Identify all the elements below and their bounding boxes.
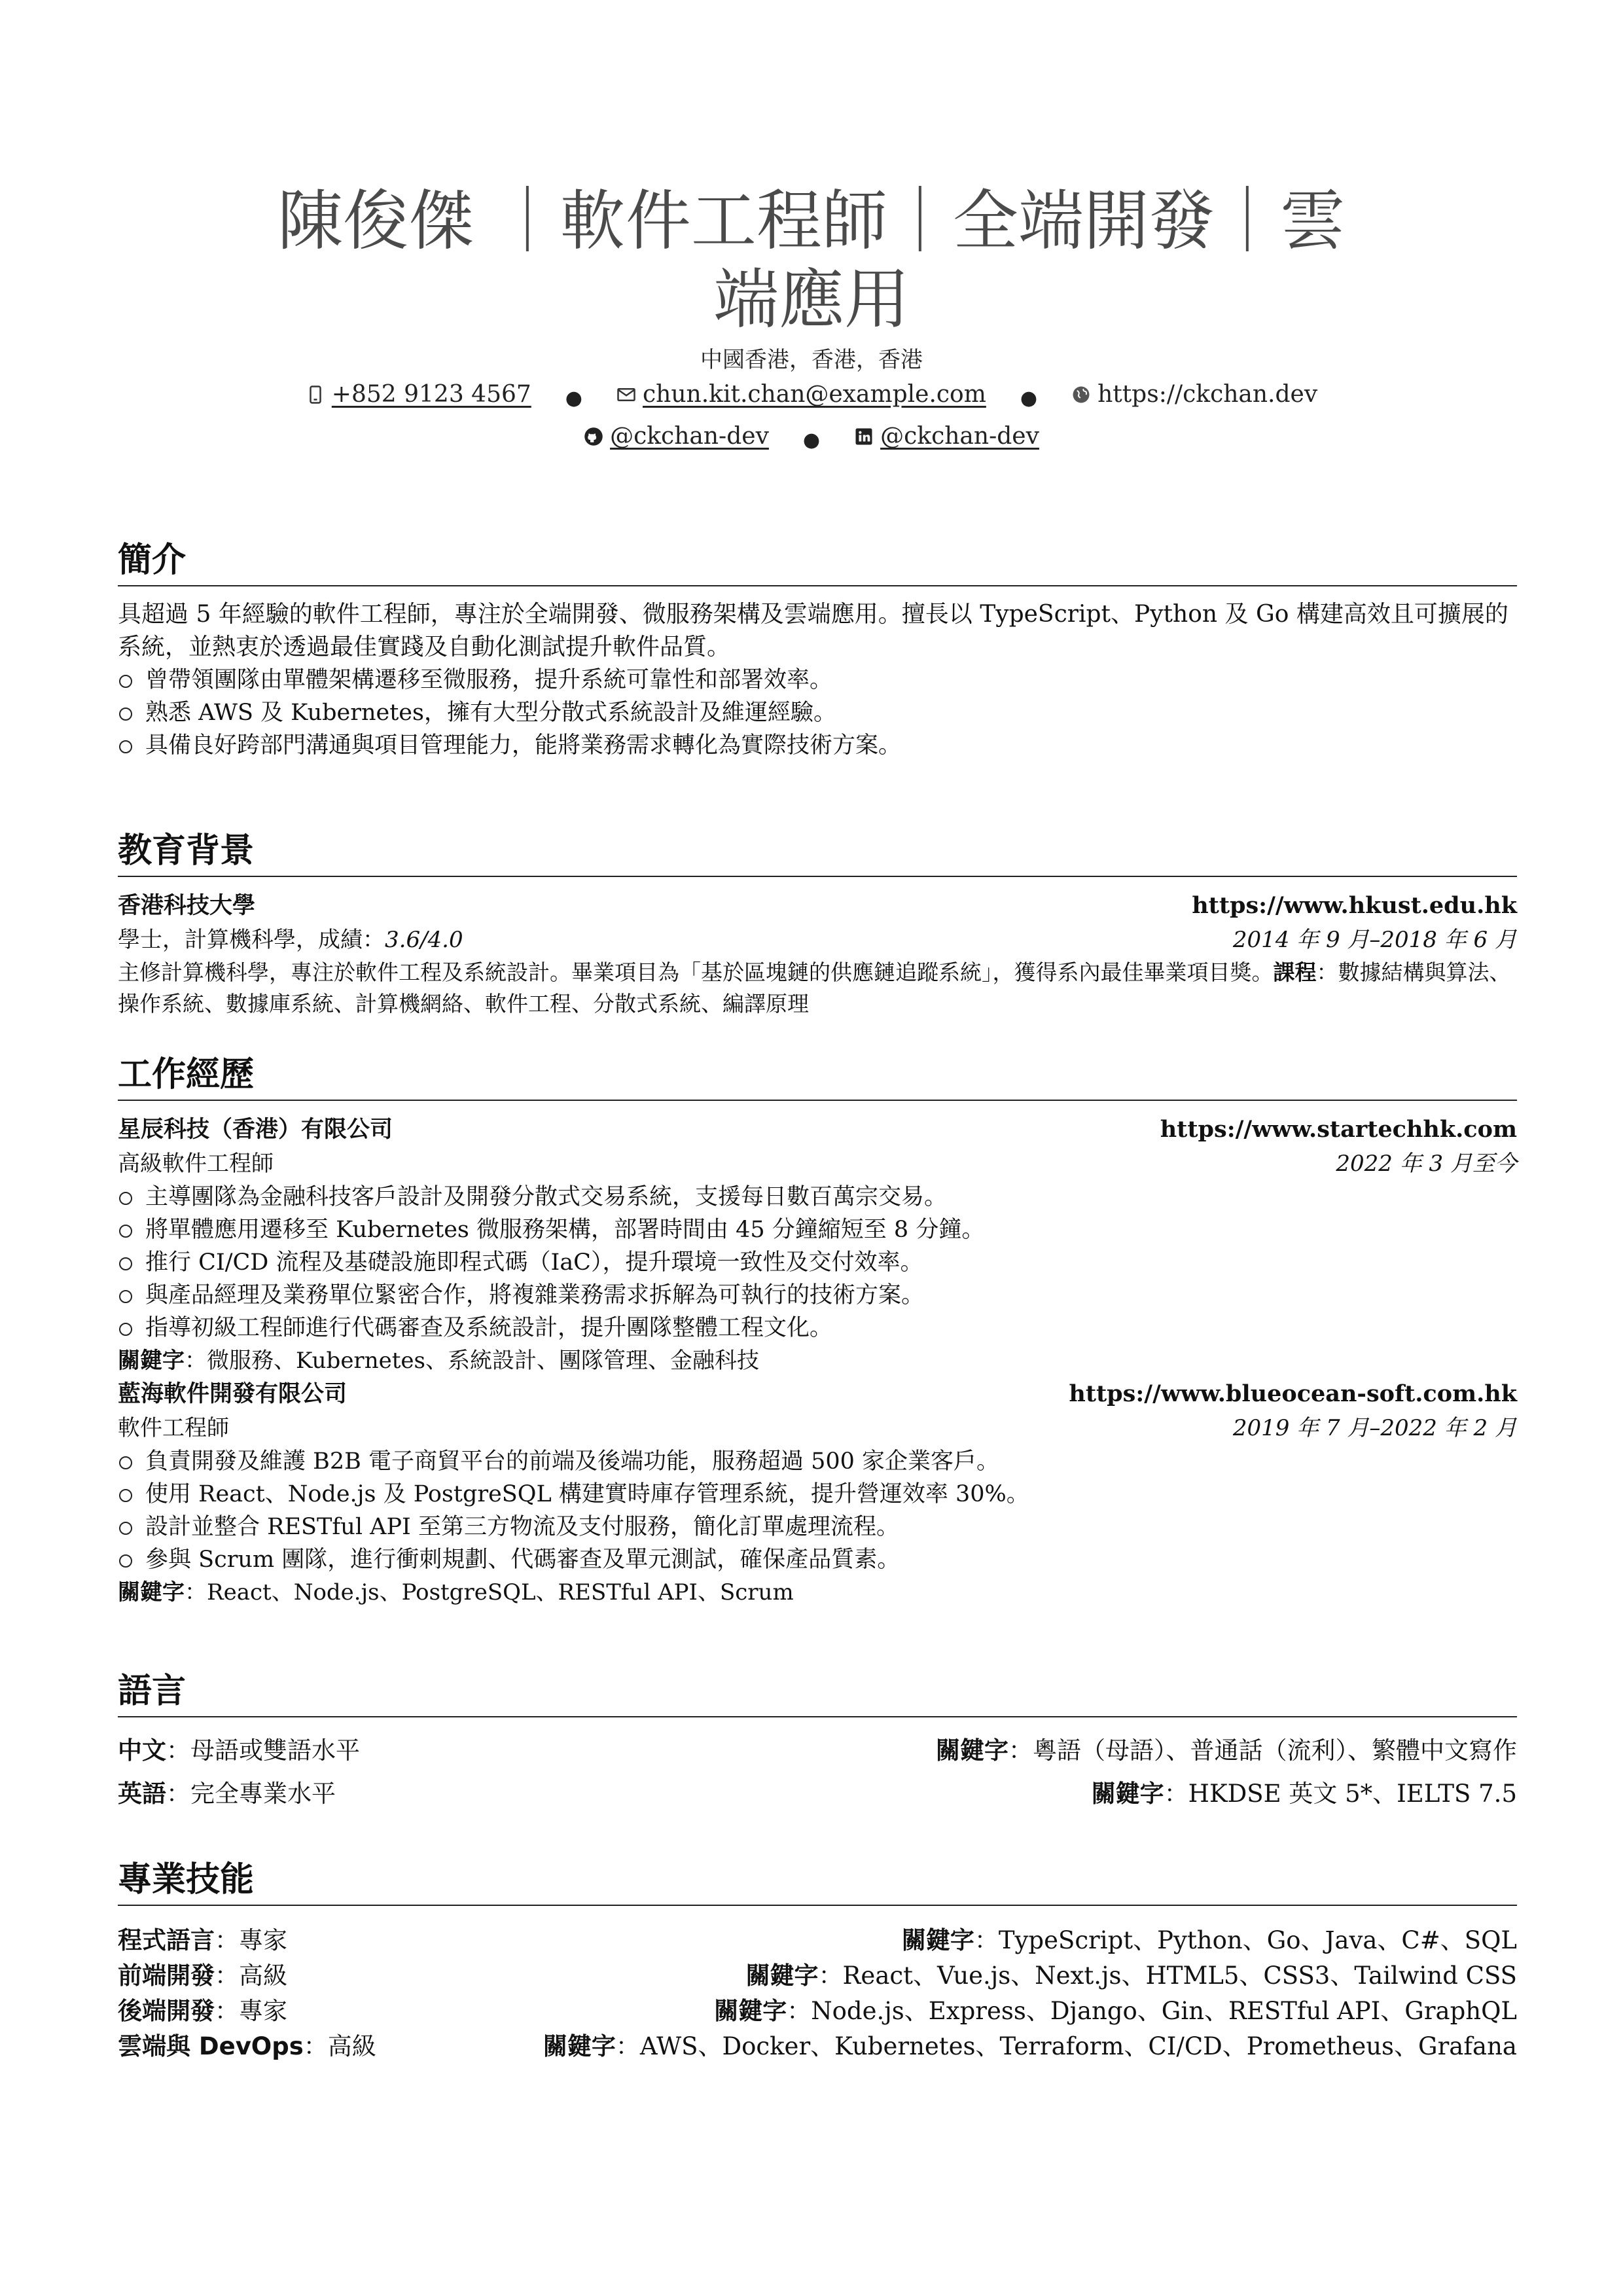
languages-section: [118, 1670, 1517, 1816]
job-bullets: [118, 1445, 1517, 1576]
keywords-label: 關鍵字: [936, 1736, 1008, 1765]
skill-name-level: [118, 1994, 287, 2029]
section-title: 專業技能: [118, 1859, 1517, 1906]
gpa: 3.6/4.0: [385, 927, 463, 953]
education-header-row: [118, 889, 1517, 923]
keywords-label: 關鍵字: [714, 1997, 787, 2025]
keywords-label: 關鍵字: [543, 2032, 616, 2060]
website-link[interactable]: https://ckchan.dev: [1097, 381, 1318, 408]
section-title: 語言: [118, 1670, 1517, 1717]
email-contact[interactable]: [616, 376, 986, 414]
list-item: 主導團隊為金融科技客戶設計及開發分散式交易系統，支援每日數百萬宗交易。: [118, 1181, 1517, 1213]
list-item: 將單體應用遷移至 Kubernetes 微服務架構，部署時間由 45 分鐘縮短至 8 分鐘。: [118, 1213, 1517, 1246]
separator-dot: ●: [565, 387, 582, 410]
skill-row: [118, 1994, 1517, 2029]
degree-text: 學士，計算機科學，成績：: [118, 927, 385, 953]
skill-keywords: [714, 1994, 1517, 2029]
github-contact[interactable]: [584, 418, 769, 456]
phone-contact[interactable]: [306, 376, 531, 414]
courses: ：數據結構與算法、操作系統、數據庫系統、計算機網絡、軟件工程、分散式系統、編譯原理: [118, 960, 1511, 1016]
keywords-text: ：HKDSE 英文 5*、IELTS 7.5: [1164, 1780, 1517, 1808]
courses-label: 課程: [1273, 960, 1317, 985]
summary-text: 具超過 5 年經驗的軟件工程師，專注於全端開發、微服務架構及雲端應用。擅長以 TypeScript、Python 及 Go 構建高效且可擴展的系統，並熱衷於透過最佳實踐及自動化測試提升軟件品質。: [118, 601, 1508, 660]
job-header-row: [118, 1377, 1517, 1411]
keywords-text: ：AWS、Docker、Kubernetes、Terraform、CI/CD、Prometheus、Grafana: [615, 2032, 1517, 2060]
education-degree-row: [118, 923, 1517, 957]
keywords-label: 關鍵字: [118, 1579, 185, 1605]
language-name: 中文: [118, 1736, 166, 1765]
education-description: [118, 957, 1517, 1020]
list-item: 具備良好跨部門溝通與項目管理能力，能將業務需求轉化為實際技術方案。: [118, 729, 1517, 762]
job-role-row: [118, 1147, 1517, 1181]
job-entry: [118, 1377, 1517, 1609]
company-url[interactable]: https://www.startechhk.com: [1160, 1116, 1517, 1143]
skill-name-level: [118, 1958, 287, 1994]
school-name: 香港科技大學: [118, 893, 256, 919]
skill-row: [118, 1923, 1517, 1958]
keywords-text: ：TypeScript、Python、Go、Java、C#、SQL: [974, 1926, 1517, 1954]
keywords-label: 關鍵字: [1091, 1780, 1164, 1808]
keywords-text: ：Node.js、Express、Django、Gin、RESTful API、GraphQL: [787, 1997, 1517, 2025]
language-level: ：母語或雙語水平: [166, 1736, 360, 1765]
job-entry: [118, 1113, 1517, 1377]
skill-level: ：專家: [215, 1997, 287, 2025]
linkedin-contact[interactable]: [854, 418, 1039, 456]
job-role-row: [118, 1411, 1517, 1445]
language-keywords: [1092, 1772, 1517, 1816]
phone-link[interactable]: +852 9123 4567: [331, 381, 531, 408]
skill-name: 後端開發: [118, 1997, 215, 2025]
list-item: 負責開發及維護 B2B 電子商貿平台的前端及後端功能，服務超過 500 家企業客戶。: [118, 1445, 1517, 1478]
job-role: 軟件工程師: [118, 1415, 229, 1441]
skills-section: [118, 1859, 1517, 2064]
separator-dot: ●: [802, 429, 821, 452]
job-date: 2019 年 7 月–2022 年 2 月: [1232, 1415, 1517, 1441]
section-title: 工作經歷: [118, 1054, 1517, 1101]
keywords-label: 關鍵字: [901, 1926, 974, 1954]
skill-level: ：高級: [303, 2032, 376, 2060]
github-icon: [584, 427, 603, 446]
list-item: 參與 Scrum 團隊，進行衝刺規劃、代碼審查及單元測試，確保產品質素。: [118, 1543, 1517, 1576]
education-date: 2014 年 9 月–2018 年 6 月: [1232, 927, 1517, 953]
keywords-label: 關鍵字: [118, 1348, 185, 1374]
github-link[interactable]: @ckchan-dev: [610, 423, 769, 450]
list-item: 使用 React、Node.js 及 PostgreSQL 構建實時庫存管理系統，提升營運效率 30%。: [118, 1478, 1517, 1511]
resume-header: [118, 182, 1505, 459]
keywords-text: ：React、Node.js、PostgreSQL、RESTful API、Scrum: [185, 1579, 794, 1605]
language-name-level: [118, 1772, 336, 1816]
language-name: 英語: [118, 1780, 166, 1808]
skill-name-level: [118, 1923, 287, 1958]
job-keywords: [118, 1576, 1517, 1609]
section-title: 教育背景: [118, 830, 1517, 877]
linkedin-link[interactable]: @ckchan-dev: [880, 423, 1039, 450]
contact-line-1: [118, 376, 1505, 418]
section-title: 簡介: [118, 539, 1517, 586]
location: 中國香港，香港，香港: [700, 347, 923, 373]
work-section: [118, 1054, 1517, 1609]
website-contact[interactable]: [1071, 376, 1317, 414]
list-item: 與產品經理及業務單位緊密合作，將複雜業務需求拆解為可執行的技術方案。: [118, 1279, 1517, 1312]
language-name-level: [118, 1729, 360, 1772]
linkedin-icon: [854, 427, 874, 446]
summary-section: [118, 539, 1517, 762]
list-item: 指導初級工程師進行代碼審查及系統設計，提升團隊整體工程文化。: [118, 1312, 1517, 1344]
skill-keywords: [746, 1958, 1517, 1994]
globe-icon: [1071, 385, 1091, 404]
candidate-name: 陳俊傑 ｜軟件工程師｜全端開發｜雲端應用: [277, 183, 1346, 338]
language-level: ：完全專業水平: [166, 1780, 336, 1808]
keywords-text: ：粵語（母語）、普通話（流利）、繁體中文寫作: [1008, 1736, 1517, 1765]
job-date: 2022 年 3 月至今: [1336, 1151, 1517, 1177]
skill-level: ：專家: [215, 1926, 287, 1954]
email-link[interactable]: chun.kit.chan@example.com: [642, 381, 986, 408]
job-bullets: [118, 1181, 1517, 1344]
school-url[interactable]: https://www.hkust.edu.hk: [1192, 892, 1517, 919]
list-item: 曾帶領團隊由單體架構遷移至微服務，提升系統可靠性和部署效率。: [118, 664, 1517, 696]
keywords-text: ：React、Vue.js、Next.js、HTML5、CSS3、Tailwind CSS: [818, 1962, 1517, 1990]
list-item: 熟悉 AWS 及 Kubernetes，擁有大型分散式系統設計及維運經驗。: [118, 696, 1517, 729]
language-row: [118, 1729, 1517, 1772]
contact-line-2: [118, 418, 1505, 459]
language-row: [118, 1772, 1517, 1816]
education-section: [118, 830, 1517, 1020]
skill-keywords: [543, 2029, 1517, 2064]
summary-bullets: [118, 664, 1517, 762]
list-item: 設計並整合 RESTful API 至第三方物流及支付服務，簡化訂單處理流程。: [118, 1511, 1517, 1543]
skill-level: ：高級: [215, 1962, 287, 1990]
skill-name: 程式語言: [118, 1926, 215, 1954]
company-name: 藍海軟件開發有限公司: [118, 1381, 348, 1407]
language-keywords: [936, 1729, 1517, 1772]
skill-name-level: [118, 2029, 376, 2064]
phone-icon: [306, 385, 325, 404]
list-item: 推行 CI/CD 流程及基礎設施即程式碼（IaC），提升環境一致性及交付效率。: [118, 1246, 1517, 1279]
company-name: 星辰科技（香港）有限公司: [118, 1117, 393, 1143]
company-url[interactable]: https://www.blueocean-soft.com.hk: [1069, 1380, 1517, 1407]
job-header-row: [118, 1113, 1517, 1147]
skill-row: [118, 1958, 1517, 1994]
skill-keywords: [902, 1923, 1517, 1958]
job-keywords: [118, 1344, 1517, 1377]
skill-name: 雲端與 DevOps: [118, 2032, 304, 2060]
envelope-icon: [616, 385, 636, 404]
keywords-label: 關鍵字: [745, 1962, 819, 1990]
degree: [118, 923, 463, 957]
education-description-text: 主修計算機科學，專注於軟件工程及系統設計。畢業項目為「基於區塊鏈的供應鏈追蹤系統」，獲得系內最佳畢業項目獎。: [118, 960, 1274, 985]
keywords-text: ：微服務、Kubernetes、系統設計、團隊管理、金融科技: [185, 1348, 759, 1374]
job-role: 高級軟件工程師: [118, 1151, 274, 1177]
separator-dot: ●: [1020, 387, 1038, 410]
skill-row: [118, 2029, 1517, 2064]
skill-name: 前端開發: [118, 1962, 215, 1990]
